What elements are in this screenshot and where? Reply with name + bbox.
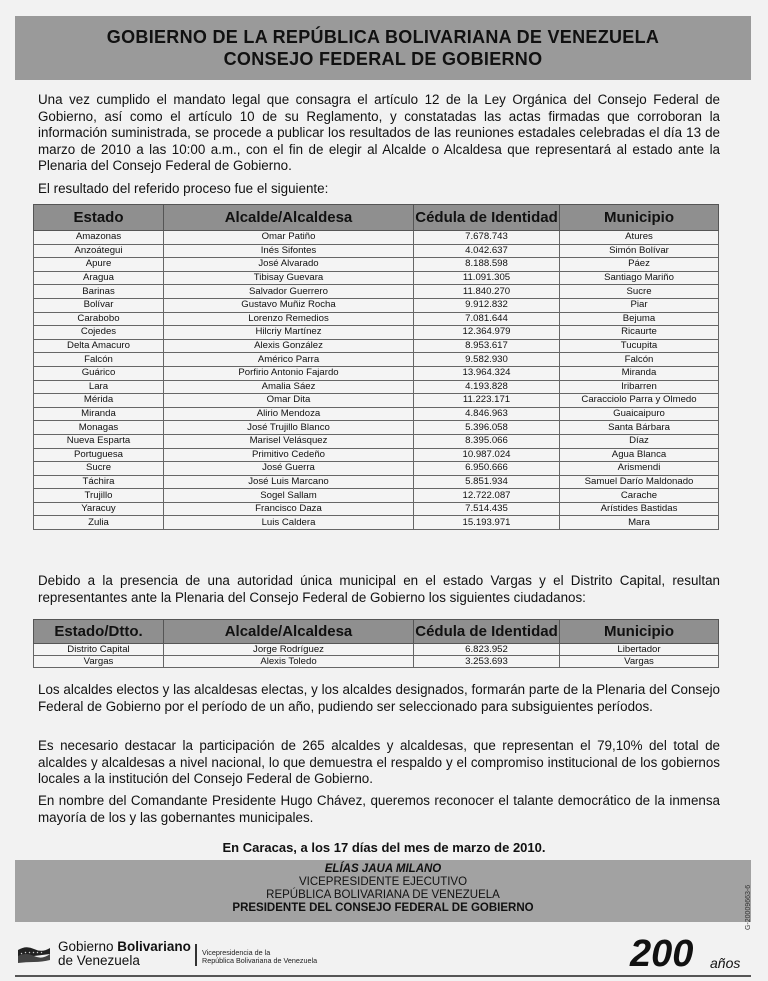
cell-cedula: 12.722.087 <box>414 489 560 503</box>
cell-municipio: Díaz <box>560 434 719 448</box>
cell-alcalde: Amalia Sáez <box>164 380 414 394</box>
paragraph-3: Los alcaldes electos y las alcaldesas electas, y los alcaldes designados, formarán parte de la Plenaria del Consejo Federal de Gobierno por el período de un año, pudiendo ser seleccionado para subsiguientes períodos. <box>38 682 720 714</box>
table-row <box>34 339 719 353</box>
cell-alcalde: Alirio Mendoza <box>164 407 414 421</box>
cell-municipio: Páez <box>560 258 719 272</box>
table-row <box>34 516 719 530</box>
header-line-1: GOBIERNO DE LA REPÚBLICA BOLIVARIANA DE VENEZUELA <box>106 27 660 47</box>
cell-estado: Vargas <box>34 656 164 668</box>
cell-cedula: 12.364.979 <box>414 326 560 340</box>
cell-cedula: 10.987.024 <box>414 448 560 462</box>
side-code: G-20009663-6 <box>745 884 752 930</box>
cell-alcalde: José Guerra <box>164 462 414 476</box>
cell-cedula: 5.851.934 <box>414 475 560 489</box>
cell-cedula: 5.396.058 <box>414 421 560 435</box>
cell-alcalde: Omar Patiño <box>164 231 414 245</box>
cell-alcalde: Alexis Toledo <box>164 656 414 668</box>
table-row <box>34 448 719 462</box>
cell-estado: Apure <box>34 258 164 272</box>
table-row <box>34 407 719 421</box>
col-header-alcalde: Alcalde/Alcaldesa <box>164 620 414 644</box>
cell-estado: Mérida <box>34 394 164 408</box>
signer-title-3: PRESIDENTE DEL CONSEJO FEDERAL DE GOBIERNO <box>232 902 534 914</box>
signer-name: ELÍAS JAUA MILANO <box>324 863 442 875</box>
gov-line-1b: Bolivariano <box>117 939 191 954</box>
mayors-table <box>33 204 719 530</box>
special-table <box>33 619 719 668</box>
cell-alcalde: Luis Caldera <box>164 516 414 530</box>
cell-alcalde: Alexis González <box>164 339 414 353</box>
cell-cedula: 8.953.617 <box>414 339 560 353</box>
special-table-header <box>34 620 719 644</box>
cell-alcalde: Tibisay Guevara <box>164 271 414 285</box>
vice-text <box>202 949 317 965</box>
cell-estado: Bolívar <box>34 298 164 312</box>
cell-alcalde: Hilcriy Martínez <box>164 326 414 340</box>
cell-estado: Portuguesa <box>34 448 164 462</box>
cell-cedula: 8.188.598 <box>414 258 560 272</box>
gov-line-2: de Venezuela <box>58 953 140 968</box>
cell-cedula: 9.582.930 <box>414 353 560 367</box>
result-intro: El resultado del referido proceso fue el siguiente: <box>38 181 329 196</box>
cell-municipio: Falcón <box>560 353 719 367</box>
bottom-rule <box>15 975 751 977</box>
paragraph-4: Es necesario destacar la participación de 265 alcaldes y alcaldesas, que representan el 79,10% del total de alcaldes y alcaldesas a nivel nacional, lo que demuestra el respaldo y el compromiso institucional de los gobiernos locales a la institución del Consejo Federal de Gobierno. <box>38 738 720 787</box>
cell-alcalde: Marisel Velásquez <box>164 434 414 448</box>
signature-block <box>15 860 751 922</box>
cell-municipio: Bejuma <box>560 312 719 326</box>
table-row <box>34 271 719 285</box>
flag-icon <box>17 944 51 964</box>
table-row <box>34 380 719 394</box>
cell-municipio: Piar <box>560 298 719 312</box>
cell-cedula: 7.678.743 <box>414 231 560 245</box>
cell-alcalde: José Trujillo Blanco <box>164 421 414 435</box>
cell-municipio: Simón Bolívar <box>560 244 719 258</box>
table-row <box>34 258 719 272</box>
cell-estado: Falcón <box>34 353 164 367</box>
table-row <box>34 312 719 326</box>
table-row <box>34 298 719 312</box>
cell-estado: Monagas <box>34 421 164 435</box>
vice-line-1: Vicepresidencia de la <box>202 948 271 957</box>
cell-municipio: Carache <box>560 489 719 503</box>
cell-estado: Nueva Esparta <box>34 434 164 448</box>
signer-title-2: REPÚBLICA BOLIVARIANA DE VENEZUELA <box>266 889 500 901</box>
cell-cedula: 7.514.435 <box>414 502 560 516</box>
cell-alcalde: Lorenzo Remedios <box>164 312 414 326</box>
cell-estado: Amazonas <box>34 231 164 245</box>
col-header-municipio: Municipio <box>560 620 719 644</box>
cell-estado: Cojedes <box>34 326 164 340</box>
cell-estado: Sucre <box>34 462 164 476</box>
table-row <box>34 326 719 340</box>
table-row <box>34 462 719 476</box>
cell-alcalde: Américo Parra <box>164 353 414 367</box>
cell-alcalde: José Alvarado <box>164 258 414 272</box>
table-row <box>34 353 719 367</box>
cell-estado: Distrito Capital <box>34 644 164 656</box>
cell-estado: Lara <box>34 380 164 394</box>
cell-cedula: 11.223.171 <box>414 394 560 408</box>
col-header-municipio: Municipio <box>560 205 719 231</box>
cell-alcalde: Francisco Daza <box>164 502 414 516</box>
cell-cedula: 11.840.270 <box>414 285 560 299</box>
table-row <box>34 366 719 380</box>
cell-municipio: Atures <box>560 231 719 245</box>
cell-cedula: 4.846.963 <box>414 407 560 421</box>
second-paragraph: Debido a la presencia de una autoridad única municipal en el estado Vargas y el Distrito Capital, resultan representantes ante la Plenaria del Consejo Federal de Gobierno los siguientes ciudadanos: <box>38 573 720 605</box>
table-row <box>34 434 719 448</box>
cell-cedula: 15.193.971 <box>414 516 560 530</box>
date-line: En Caracas, a los 17 días del mes de marzo de 2010. <box>222 840 546 855</box>
col-header-alcalde: Alcalde/Alcaldesa <box>164 205 414 231</box>
cell-estado: Delta Amacuro <box>34 339 164 353</box>
cell-cedula: 8.395.066 <box>414 434 560 448</box>
vice-line-2: República Bolivariana de Venezuela <box>202 956 318 965</box>
gov-logo-text <box>58 940 191 968</box>
cell-municipio: Caracciolo Parra y Olmedo <box>560 394 719 408</box>
cell-municipio: Libertador <box>560 644 719 656</box>
cell-alcalde: Inés Sifontes <box>164 244 414 258</box>
cell-cedula: 6.823.952 <box>414 644 560 656</box>
anniv-number: 200 <box>630 933 694 974</box>
cell-cedula: 4.193.828 <box>414 380 560 394</box>
cell-municipio: Vargas <box>560 656 719 668</box>
mayors-table-body <box>34 231 719 530</box>
col-header-estado: Estado <box>34 205 164 231</box>
anniversary-200-logo <box>628 930 743 974</box>
cell-municipio: Ricaurte <box>560 326 719 340</box>
cell-municipio: Mara <box>560 516 719 530</box>
cell-municipio: Sucre <box>560 285 719 299</box>
signer-title-1: VICEPRESIDENTE EJECUTIVO <box>298 876 468 888</box>
col-header-cedula: Cédula de Identidad <box>414 620 560 644</box>
cell-municipio: Samuel Darío Maldonado <box>560 475 719 489</box>
cell-estado: Anzoátegui <box>34 244 164 258</box>
cell-cedula: 7.081.644 <box>414 312 560 326</box>
cell-alcalde: José Luis Marcano <box>164 475 414 489</box>
cell-estado: Aragua <box>34 271 164 285</box>
col-header-cedula: Cédula de Identidad <box>414 205 560 231</box>
table-row <box>34 285 719 299</box>
cell-alcalde: Salvador Guerrero <box>164 285 414 299</box>
cell-alcalde: Omar Dita <box>164 394 414 408</box>
cell-estado: Miranda <box>34 407 164 421</box>
cell-cedula: 9.912.832 <box>414 298 560 312</box>
cell-estado: Zulia <box>34 516 164 530</box>
cell-municipio: Santiago Mariño <box>560 271 719 285</box>
cell-estado: Guárico <box>34 366 164 380</box>
cell-municipio: Arismendi <box>560 462 719 476</box>
special-table-body <box>34 644 719 668</box>
cell-alcalde: Sogel Sallam <box>164 489 414 503</box>
cell-cedula: 13.964.324 <box>414 366 560 380</box>
table-row <box>34 475 719 489</box>
cell-municipio: Miranda <box>560 366 719 380</box>
table-row <box>34 502 719 516</box>
cell-cedula: 11.091.305 <box>414 271 560 285</box>
cell-cedula: 6.950.666 <box>414 462 560 476</box>
cell-estado: Barinas <box>34 285 164 299</box>
table-row <box>34 231 719 245</box>
cell-alcalde: Gustavo Muñiz Rocha <box>164 298 414 312</box>
table-row <box>34 244 719 258</box>
cell-municipio: Santa Bárbara <box>560 421 719 435</box>
cell-estado: Táchira <box>34 475 164 489</box>
document-header <box>15 16 751 80</box>
cell-alcalde: Porfirio Antonio Fajardo <box>164 366 414 380</box>
intro-paragraph: Una vez cumplido el mandato legal que consagra el artículo 12 de la Ley Orgánica del Consejo Federal de Gobierno, así como el artículo 10 de su Reglamento, y constatadas las actas firmadas que corroboran la información suministrada, se procede a publicar los resultados de las reuniones estadales celebradas el día 13 de marzo de 2010 a las 10:00 a.m., con el fin de elegir al Alcalde o Alcaldesa que representará al estado ante la Plenaria del Consejo Federal de Gobierno. <box>38 92 720 174</box>
cell-estado: Yaracuy <box>34 502 164 516</box>
table-row <box>34 656 719 668</box>
cell-municipio: Arístides Bastidas <box>560 502 719 516</box>
col-header-estado-dtto: Estado/Dtto. <box>34 620 164 644</box>
table-row <box>34 421 719 435</box>
footer-divider <box>195 944 197 966</box>
cell-cedula: 3.253.693 <box>414 656 560 668</box>
cell-municipio: Agua Blanca <box>560 448 719 462</box>
cell-alcalde: Primitivo Cedeño <box>164 448 414 462</box>
cell-estado: Carabobo <box>34 312 164 326</box>
table-row <box>34 644 719 656</box>
mayors-table-header <box>34 205 719 231</box>
cell-cedula: 4.042.637 <box>414 244 560 258</box>
anniv-word: años <box>710 955 741 971</box>
cell-municipio: Tucupita <box>560 339 719 353</box>
table-row <box>34 394 719 408</box>
cell-estado: Trujillo <box>34 489 164 503</box>
cell-alcalde: Jorge Rodríguez <box>164 644 414 656</box>
header-line-2: CONSEJO FEDERAL DE GOBIERNO <box>223 49 543 69</box>
cell-municipio: Guaicaipuro <box>560 407 719 421</box>
paragraph-5: En nombre del Comandante Presidente Hugo Chávez, queremos reconocer el talante democrático de la inmensa mayoría de los y las gobernantes municipales. <box>38 793 720 825</box>
cell-municipio: Iribarren <box>560 380 719 394</box>
table-row <box>34 489 719 503</box>
gov-line-1a: Gobierno <box>58 939 118 954</box>
